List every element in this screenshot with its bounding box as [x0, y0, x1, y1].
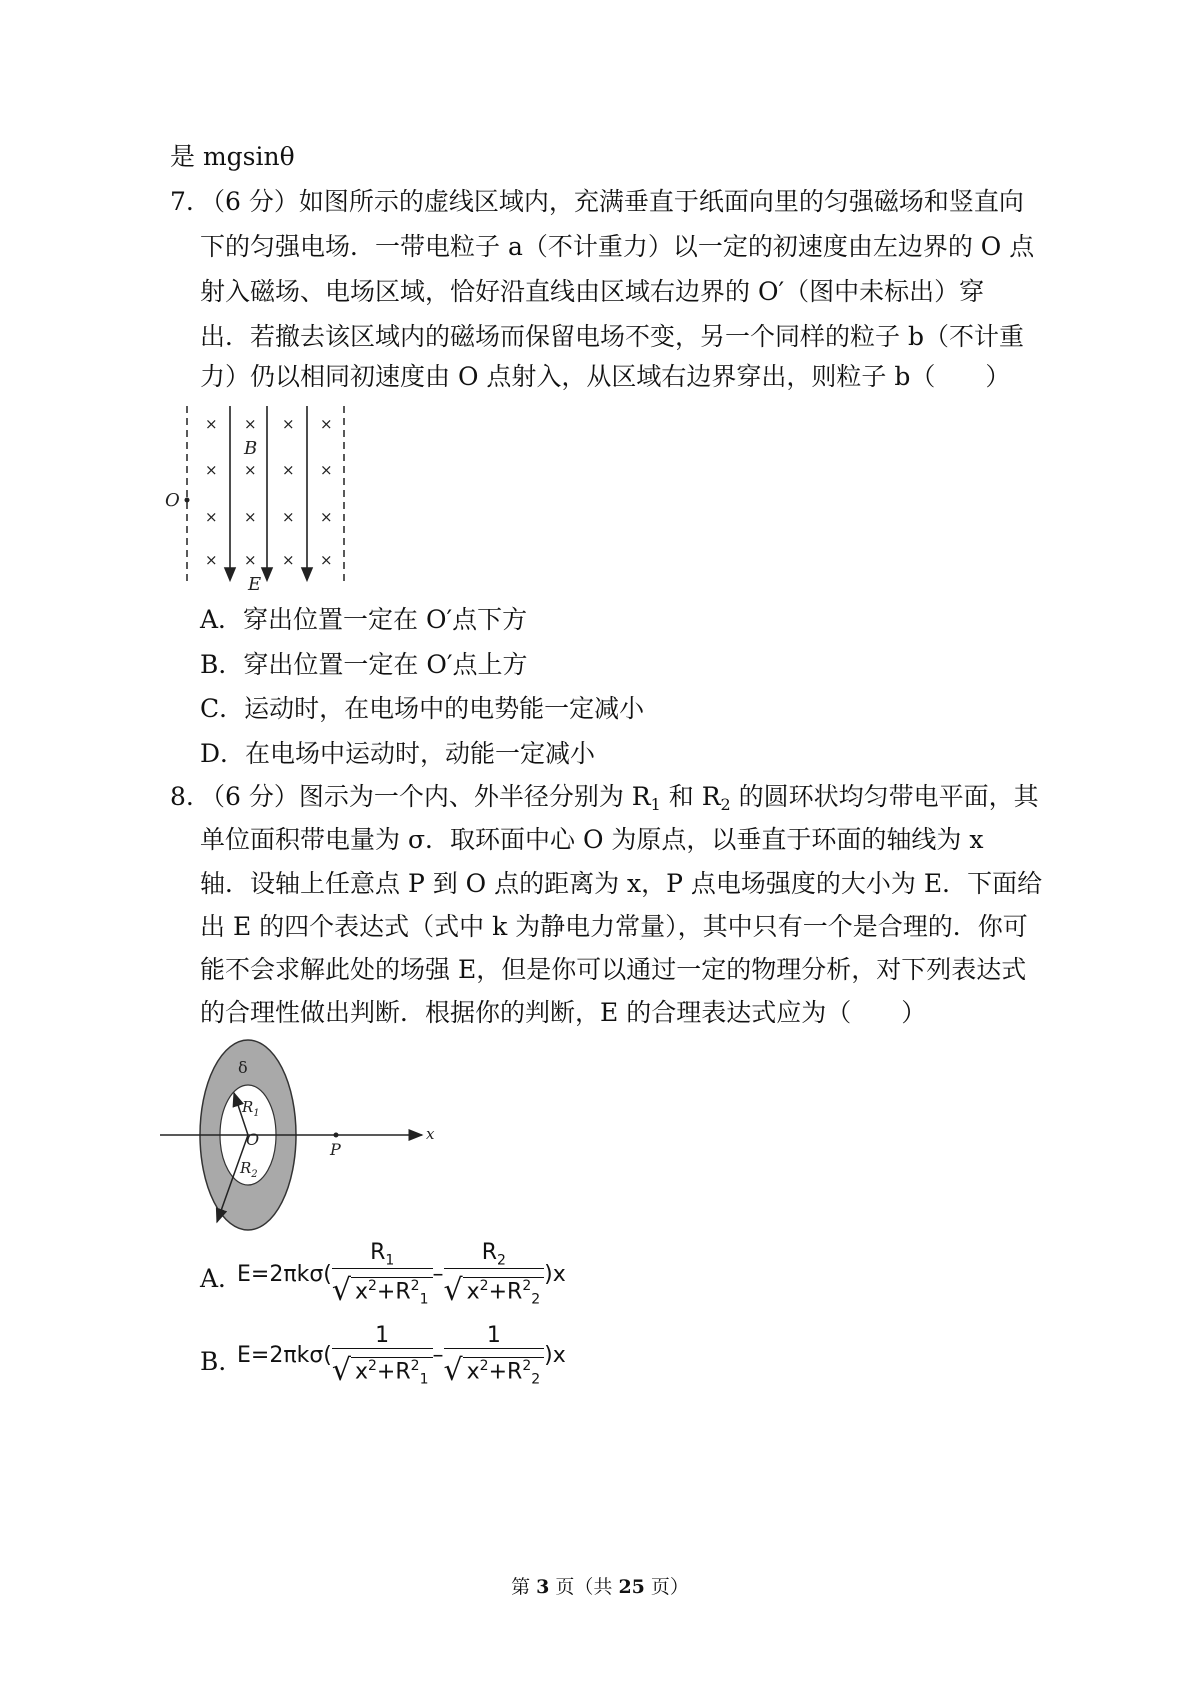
label-B: B: [244, 438, 258, 459]
q8-line-6: 的合理性做出判断．根据你的判断，E 的合理表达式应为（ ）: [200, 998, 927, 1027]
svg-text:×: ×: [205, 551, 218, 569]
svg-text:×: ×: [282, 508, 295, 526]
q7-option-c: C．运动时，在电场中的电势能一定减小: [200, 694, 645, 723]
svg-text:×: ×: [244, 415, 257, 433]
entry-point-O: [185, 498, 190, 503]
svg-text:×: ×: [244, 551, 257, 569]
q8-line-3: 轴．设轴上任意点 P 到 O 点的距离为 x，P 点电场强度的大小为 E．下面给: [200, 869, 1043, 898]
q8-option-b-label: B．: [200, 1347, 244, 1376]
svg-text:×: ×: [205, 461, 218, 479]
magnetic-crosses: [205, 415, 333, 569]
label-R1: $R_1$: [242, 1098, 260, 1119]
q8-line-5: 能不会求解此处的场强 E，但是你可以通过一定的物理分析，对下列表达式: [200, 955, 1027, 984]
q7-option-d: D．在电场中运动时，动能一定减小: [200, 739, 596, 768]
svg-text:×: ×: [244, 508, 257, 526]
q8-option-a-label: A．: [200, 1264, 244, 1293]
q7-number: 7.: [170, 187, 194, 216]
carryover-text: 是 mgsinθ: [170, 142, 295, 171]
svg-text:×: ×: [282, 461, 295, 479]
svg-text:×: ×: [244, 461, 257, 479]
q8-line-4: 出 E 的四个表达式（式中 k 为静电力常量），其中只有一个是合理的．你可: [200, 912, 1028, 941]
svg-text:×: ×: [320, 508, 333, 526]
q7-line-2: 下的匀强电场．一带电粒子 a（不计重力）以一定的初速度由左边界的 O 点: [200, 232, 1035, 261]
q8-option-b-formula: E=2πkσ( $\frac{1}{√ x^2+R^2_1}$ – $\frac{1}{√ x^2+R^2_2}$ )x: [237, 1323, 566, 1388]
q8-option-a-formula: E=2πkσ( $\frac{R_1}{√ x^2+R^2_1}$ – $\frac{R_2}{√ x^2+R^2_2}$ )x: [237, 1240, 566, 1309]
page-footer: 第 3 页（共 25 页）: [511, 1576, 689, 1598]
q8-number: 8.: [170, 782, 194, 811]
svg-text:×: ×: [205, 508, 218, 526]
label-O: O: [165, 490, 180, 511]
label-sigma: δ: [238, 1058, 248, 1077]
q7-line-1: （6 分）如图所示的虚线区域内，充满垂直于纸面向里的匀强磁场和竖直向: [200, 187, 1024, 216]
q7-option-a: A．穿出位置一定在 O′点下方: [200, 605, 528, 634]
label-R2: $R_2$: [240, 1159, 258, 1180]
svg-text:×: ×: [282, 551, 295, 569]
label-x: x: [426, 1125, 435, 1143]
q7-field-figure: [160, 402, 360, 592]
q7-line-5: 力）仍以相同初速度由 O 点射入，从区域右边界穿出，则粒子 b（ ）: [200, 362, 1011, 391]
q8-ring-figure: [160, 1035, 440, 1235]
svg-text:×: ×: [320, 551, 333, 569]
label-E: E: [248, 574, 262, 592]
svg-text:×: ×: [320, 461, 333, 479]
label-P: P: [330, 1140, 341, 1159]
label-O: O: [246, 1130, 260, 1149]
q8-line-2: 单位面积带电量为 σ．取环面中心 O 为原点，以垂直于环面的轴线为 x: [200, 825, 984, 854]
q7-option-b: B．穿出位置一定在 O′点上方: [200, 650, 528, 679]
q7-line-3: 射入磁场、电场区域，恰好沿直线由区域右边界的 O′（图中未标出）穿: [200, 277, 985, 306]
q7-line-4: 出．若撤去该区域内的磁场而保留电场不变，另一个同样的粒子 b（不计重: [200, 322, 1024, 351]
svg-text:×: ×: [282, 415, 295, 433]
point-P: [334, 1133, 339, 1138]
svg-text:×: ×: [205, 415, 218, 433]
svg-text:×: ×: [320, 415, 333, 433]
q8-line-1: （6 分）图示为一个内、外半径分别为 $R_1$ 和 $R_2$ 的圆环状均匀带电平面，其: [200, 782, 1039, 814]
